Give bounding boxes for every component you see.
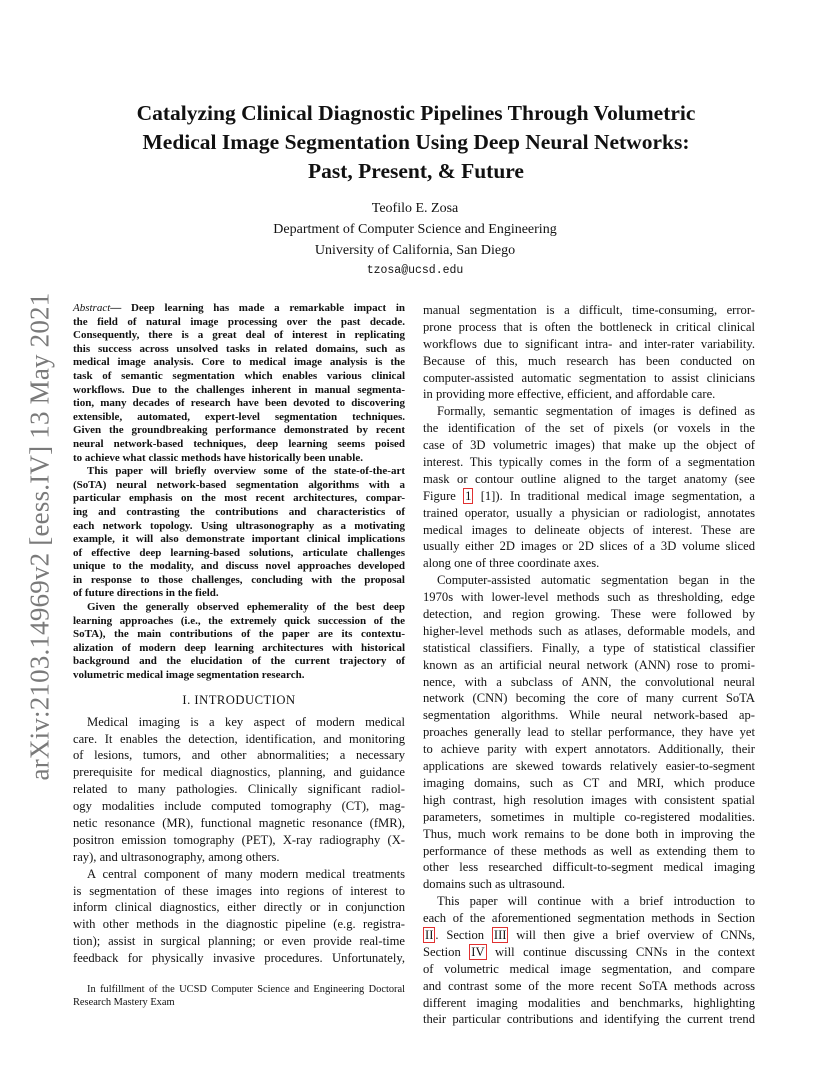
- text-line: the identification of the set of pixels (or voxels in the: [423, 421, 755, 436]
- abstract-line: to achieve what classic methods have historically been unable.: [73, 451, 363, 464]
- abstract-line: the field of natural image processing over the past decade.: [73, 315, 405, 328]
- text-line: applications are skewed towards relatively easier-to-segment: [423, 759, 755, 774]
- author-email: tzosa@ucsd.edu: [366, 264, 464, 277]
- text-line: feedback for physically invasive procedures. Unfortunately,: [73, 951, 405, 966]
- text-line: network (CNN) becoming the core of many current SoTA: [423, 691, 755, 706]
- author-university: University of California, San Diego: [314, 243, 516, 258]
- text-line: Because of this, much research has been conducted on: [423, 353, 755, 368]
- abstract-line: Abstract— Deep learning has made a remarkable impact in: [73, 302, 405, 314]
- text-line: high contrast, high resolution images with consistent spatial: [423, 792, 755, 807]
- text-line: care. It enables the detection, identification, and monitoring: [73, 731, 405, 746]
- abstract-line: learning approaches (i.e., the extremely quick succession of the: [73, 614, 405, 627]
- abstract-line: in response to those challenges, concluding with the proposal: [73, 573, 405, 586]
- author-name: Teofilo E. Zosa: [371, 201, 459, 216]
- abstract-line: Consequently, there is a great deal of interest in replicating: [73, 329, 405, 342]
- text-line: related to many pathologies. Clinically significant radiol-: [73, 782, 405, 797]
- author-block: [150, 198, 680, 281]
- text-line: ogy modalities include computed tomography (CT), mag-: [73, 799, 405, 814]
- abstract-line: Given the groundbreaking performance demonstrated by recent: [73, 424, 405, 437]
- text-line: ray), and ultrasonography, among others.: [73, 849, 280, 864]
- text-line: computer-assisted automatic segmentation to assist clinicians: [423, 370, 755, 385]
- footnote-line: In fulfillment of the UCSD Computer Science and Engineering Doctoral: [87, 983, 405, 995]
- text-line: inform clinical diagnostics, either directly or in conjunction: [73, 900, 405, 915]
- abstract-line: background and the elucidation of the current trajectory of: [73, 655, 405, 668]
- right-column: [423, 302, 755, 1028]
- text-line: in providing more effective, efficient, and affordable care.: [423, 387, 716, 402]
- text-line: A central component of many modern medical treatments: [87, 866, 405, 881]
- title-line: Past, Present, & Future: [308, 159, 524, 183]
- text-line: is segmentation of these images into regions of interest to: [73, 883, 405, 898]
- text-line: workflows due to significant intra- and inter-rater variability.: [423, 336, 755, 351]
- abstract-line: unique to the modality, and discuss novel approaches developed: [73, 560, 405, 573]
- text-line: of volumetric medical image segmentation, and compare: [423, 961, 755, 976]
- abstract-line: example, it will also demonstrate important clinical implications: [73, 533, 405, 546]
- abstract-line: SoTA), the main contributions of the paper are its contextu-: [73, 628, 405, 641]
- abstract-line: extensible, automated, expert-level segmentation techniques.: [73, 410, 405, 423]
- section-ref-link[interactable]: IV: [471, 944, 485, 959]
- paper-title: [96, 99, 736, 186]
- text-line: prerequisite for medical diagnostics, planning, and guidance: [73, 765, 405, 780]
- text-line: domains such as ultrasound.: [423, 877, 566, 892]
- abstract-line: neural network-based techniques, deep learning seems poised: [73, 437, 405, 450]
- text-line: segmentation algorithms. While neural network-based ap-: [423, 708, 755, 723]
- text-line: nence, with a subclass of ANN, the convolutional neural: [423, 674, 755, 689]
- text-line: and contrast some of the more recent SoTA methods across: [423, 978, 755, 993]
- text-line: Formally, semantic segmentation of images is defined as: [437, 404, 755, 419]
- text-line: along one of three coordinate axes.: [423, 556, 600, 571]
- text-line: 1970s with lower-level methods such as thresholding, edge: [423, 590, 755, 605]
- section-ref-link[interactable]: II: [425, 927, 434, 942]
- text-line: detection, and region growing. These were followed by: [423, 607, 755, 622]
- text-line: manual segmentation is a difficult, time-consuming, error-: [423, 303, 755, 317]
- text-line: trained operator, usually a physician or radiologist, annotates: [423, 505, 755, 520]
- text-line: proaches generally lead to stellar performance, they have yet: [423, 725, 755, 740]
- abstract-line: medical image analysis. Core to medical image analysis is the: [73, 356, 405, 369]
- text-line: different imaging modalities and benchmarks, highlighting: [423, 995, 755, 1010]
- text-line: their particular contributions and identifying the current trend: [423, 1012, 755, 1027]
- abstract-label: Abstract: [73, 302, 111, 314]
- abstract-line: of future directions in the field.: [73, 587, 219, 600]
- text-line: parameters, sometimes in multiple co-registered modalities.: [423, 809, 755, 824]
- abstract-line: particular emphasis on the most recent architectures, compar-: [73, 492, 405, 505]
- left-column: [73, 302, 405, 1009]
- abstract-line: each network topology. Using ultrasonography as a motivating: [73, 519, 405, 532]
- text-line: imaging domains, such as CT and MRI, which produce: [423, 775, 755, 790]
- figure-ref-link[interactable]: 1: [465, 488, 472, 503]
- abstract-line: ing and contrasting the contributions and characteristics of: [73, 505, 405, 518]
- text-line: mask or contour outline aligned to the target anatomy (see: [423, 471, 755, 486]
- text-line: This paper will continue with a brief introduction to: [437, 894, 755, 909]
- text-line: with other methods in the diagnostic pipeline (e.g. registra-: [73, 917, 405, 932]
- text-line: II . Section III will then give a brief overview of CNNs,: [425, 927, 755, 942]
- text-line: usually either 2D images or 2D slices of a 3D volume sliced: [423, 539, 755, 554]
- intro-paragraph: [73, 866, 405, 967]
- text-line: interest. This typically comes in the form of a segmentation: [423, 455, 755, 470]
- text-line: Medical imaging is a key aspect of modern medical: [87, 714, 405, 729]
- intro-paragraph: [73, 714, 405, 866]
- text-line: Section IV will continue discussing CNNs in the context: [423, 944, 755, 959]
- text-line: medical images to delineate objects of interest. These are: [423, 522, 755, 537]
- title-line: Catalyzing Clinical Diagnostic Pipelines Through Volumetric: [136, 101, 696, 125]
- abstract-line: (SoTA) neural network-based segmentation algorithms with a: [73, 478, 405, 491]
- abstract-line: alization of modern deep learning architectures with historical: [73, 641, 405, 654]
- abstract-line: tion, many decades of research have been devoted to discovering: [73, 397, 405, 410]
- text-line: Computer-assisted automatic segmentation began in the: [437, 573, 755, 588]
- text-line: statistical classifiers. Finally, a type of statistical classifier: [423, 640, 755, 655]
- text-line: Figure 1 [1]). In traditional medical image segmentation, a: [423, 488, 755, 503]
- title-line: Medical Image Segmentation Using Deep Neural Networks:: [142, 130, 690, 154]
- text-line: to achieve parity with expert annotators. Additionally, their: [423, 742, 755, 757]
- text-line: netic resonance (MR), functional magnetic resonance (fMR),: [73, 815, 405, 830]
- text-line: performance of these methods as well as extending them to: [423, 843, 755, 858]
- abstract-line: This paper will briefly overview some of the state-of-the-art: [87, 465, 405, 478]
- text-line: higher-level methods such as atlases, deformable models, and: [423, 623, 755, 638]
- text-line: positron emission tomography (PET), X-ray radiography (X-: [73, 832, 405, 847]
- text-line: known as an artificial neural network (ANN) rose to promi-: [423, 657, 755, 672]
- abstract-line: task of semantic segmentation which enables various clinical: [73, 369, 405, 382]
- arxiv-stamp: [26, 286, 54, 786]
- abstract: [73, 302, 405, 683]
- section-heading: I. INTRODUCTION: [182, 692, 296, 707]
- text-line: Thus, much work remains to be done both in improving the: [423, 826, 755, 841]
- text-line: prone process that is often the bottleneck in critical clinical: [423, 319, 755, 334]
- text-line: other less researched difficult-to-segment medical imaging: [423, 860, 755, 875]
- arxiv-identifier: arXiv:2103.14969v2 [eess.IV] 13 May 2021: [24, 292, 55, 780]
- abstract-line: of effective deep learning-based solutions, articulate challenges: [73, 546, 405, 559]
- section-ref-link[interactable]: III: [493, 927, 507, 942]
- text-line: each of the aforementioned segmentation methods in Section: [423, 911, 755, 926]
- abstract-line: volumetric medical image segmentation research.: [73, 669, 305, 682]
- abstract-line: Given the generally observed ephemerality of the best deep: [87, 601, 405, 614]
- text-line: tion); assist in surgical planning; or even provide real-time: [73, 934, 405, 949]
- abstract-line: workflows. Due to the challenges inherent in manual segmenta-: [73, 383, 405, 396]
- footnote-line: Research Mastery Exam: [73, 996, 175, 1008]
- author-department: Department of Computer Science and Engineering: [273, 222, 557, 237]
- abstract-line: this success across unsolved tasks in related domains, such as: [73, 342, 405, 355]
- text-line: case of 3D volumetric images) that make up the object of: [423, 438, 755, 453]
- footnote: [73, 983, 405, 1009]
- text-line: of lesions, tumors, and other abnormalities; a necessary: [73, 748, 405, 763]
